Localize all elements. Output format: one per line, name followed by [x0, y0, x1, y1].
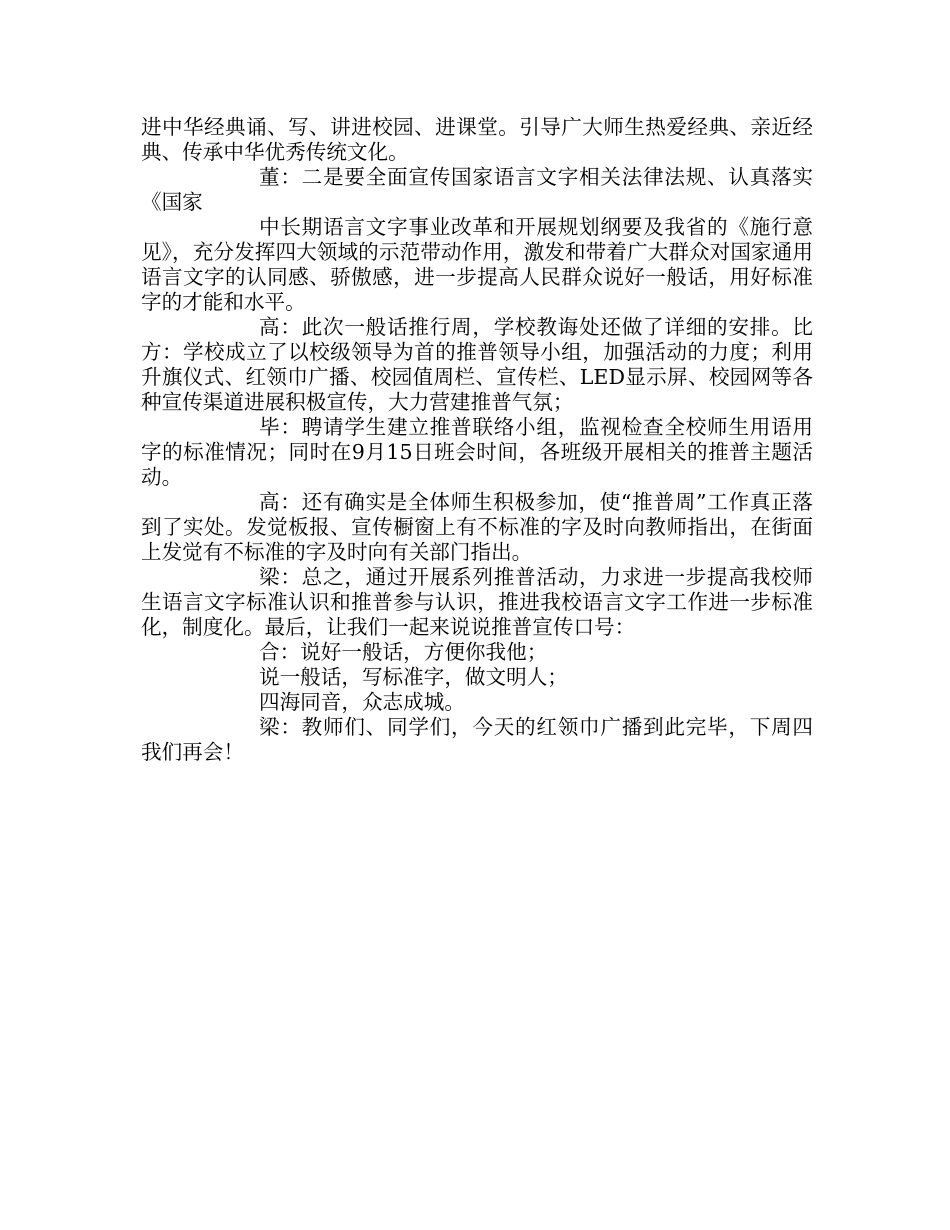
paragraph-plan: 中长期语言文字事业改革和开展规划纲要及我省的《施行意见》，充分发挥四大领域的示范带动作用，激发和带着广大群众对国家通用语言文字的认同感、骄傲感，进一步提高人民群众说好一般话，用好标准字的才能和水平。	[141, 215, 813, 314]
paragraph-gao-1: 高：此次一般话推行周，学校教诲处还做了详细的安排。比方：学校成立了以校级领导为首的推普领导小组，加强活动的力度；利用升旗仪式、红领巾广播、校园值周栏、宣传栏、LED显示屏、校园网等各种宣传渠道进展积极宣传，大力营建推普气氛；	[141, 315, 813, 414]
paragraph-he-slogan-1: 合：说好一般话，方便你我他；	[259, 640, 548, 664]
paragraph-slogan-3: 四海同音，众志成城。	[259, 690, 465, 714]
paragraph-liang-closing: 梁：教师们、同学们，今天的红领巾广播到此完毕，下周四我们再会！	[141, 715, 813, 764]
document-body	[141, 115, 813, 765]
paragraph-gao-2: 高：还有确实是全体师生积极参加，使“推普周”工作真正落到了实处。发觉板报、宣传橱窗上有不标准的字及时向教师指出，在街面上发觉有不标准的字及时向有关部门指出。	[141, 490, 813, 564]
paragraph-intro: 进中华经典诵、写、讲进校园、进课堂。引导广大师生热爱经典、亲近经典、传承中华优秀传统文化。	[141, 115, 813, 164]
paragraph-liang-1: 梁：总之，通过开展系列推普活动，力求进一步提高我校师生语言文字标准认识和推普参与认识，推进我校语言文字工作进一步标准化，制度化。最后，让我们一起来说说推普宣传口号：	[141, 565, 813, 639]
paragraph-slogan-2: 说一般话，写标准字，做文明人；	[259, 665, 568, 689]
paragraph-dong: 董：二是要全面宣传国家语言文字相关法律法规、认真落实《国家	[141, 165, 813, 214]
paragraph-bi: 毕：聘请学生建立推普联络小组，监视检查全校师生用语用字的标准情况；同时在9月15日班会时间，各班级开展相关的推普主题活动。	[141, 415, 813, 489]
